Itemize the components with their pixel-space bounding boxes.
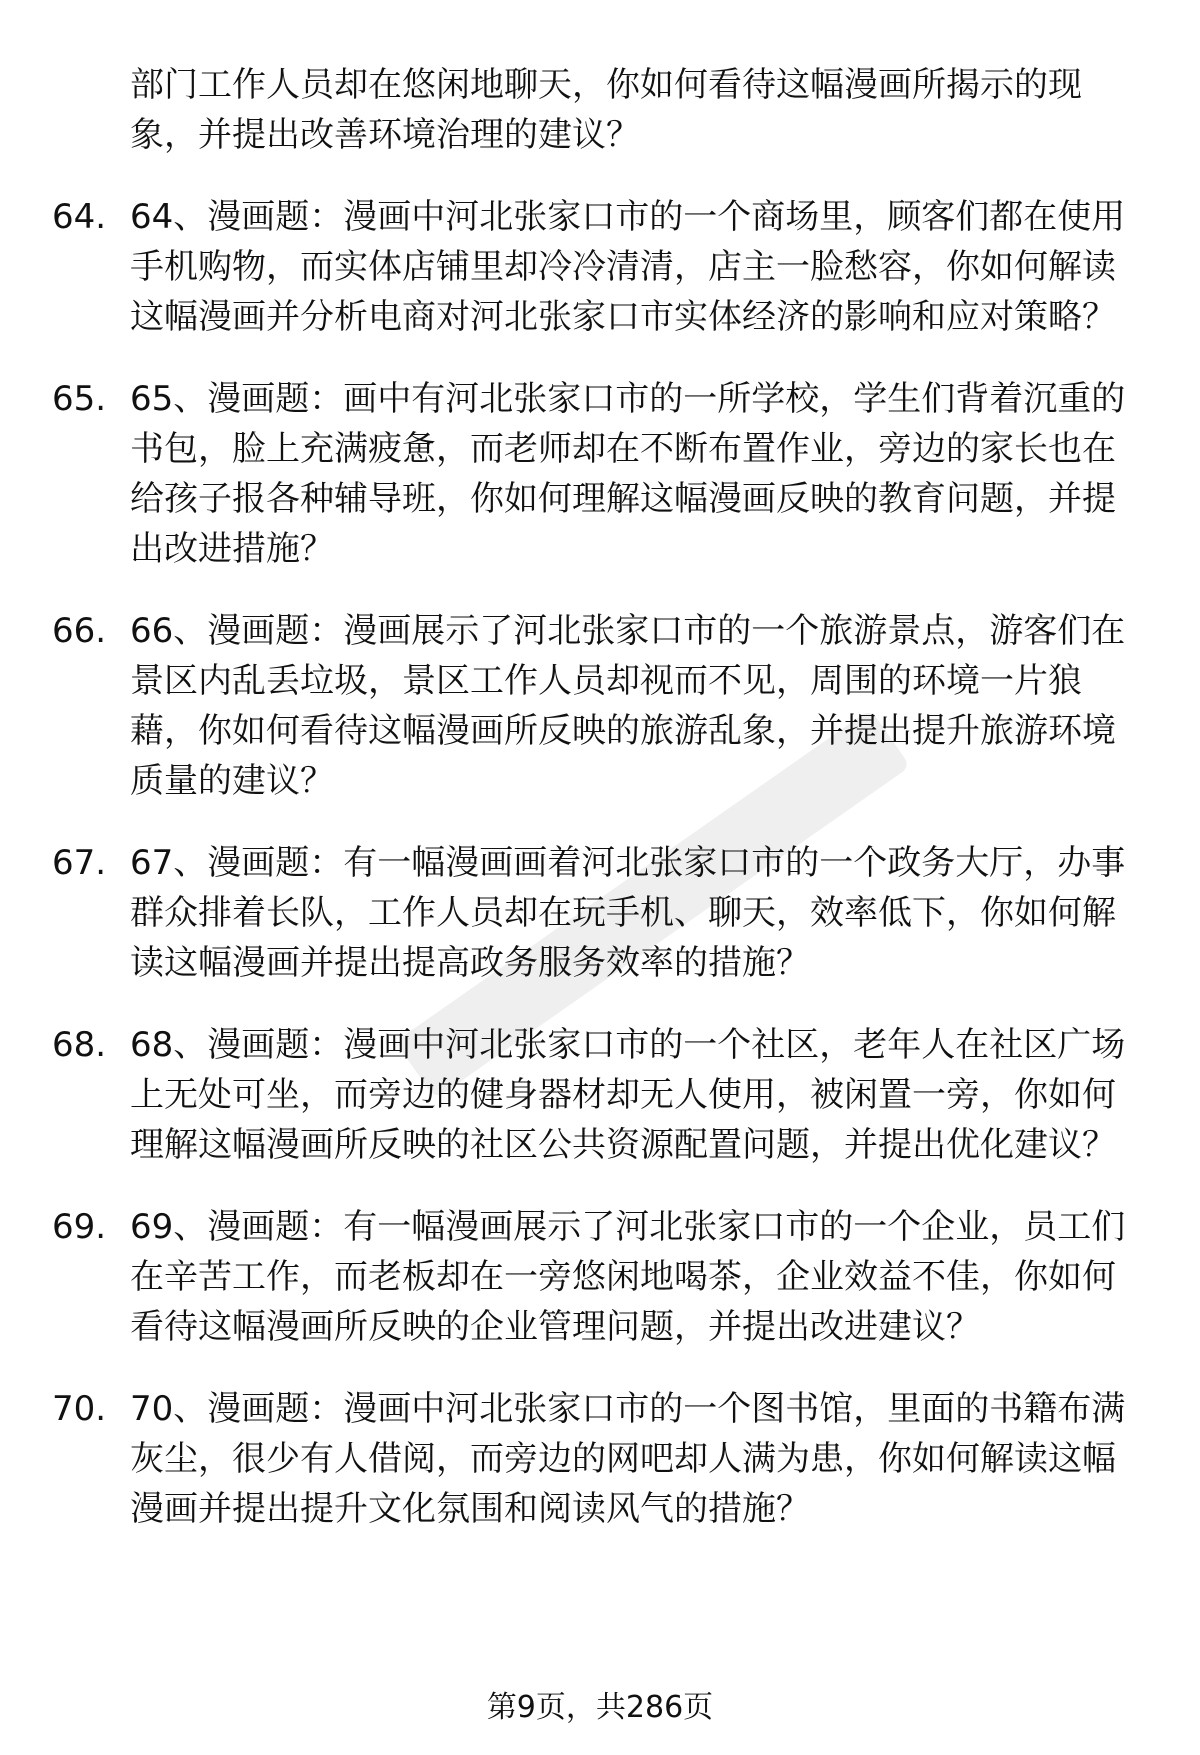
question-item: [0, 1020, 1140, 1170]
question-item: [0, 374, 1140, 574]
question-number: 69.: [52, 1207, 107, 1247]
question-item: [0, 838, 1140, 988]
question-text: 68、漫画题：漫画中河北张家口市的一个社区，老年人在社区广场上无处可坐，而旁边的健身器材却无人使用，被闲置一旁，你如何理解这幅漫画所反映的社区公共资源配置问题，并提出优化建议？: [130, 1025, 1126, 1165]
question-number: 70.: [52, 1389, 107, 1429]
question-number: 64.: [52, 197, 107, 237]
question-item: [0, 1202, 1140, 1352]
question-text: 64、漫画题：漫画中河北张家口市的一个商场里，顾客们都在使用手机购物，而实体店铺里却冷冷清清，店主一脸愁容，你如何解读这幅漫画并分析电商对河北张家口市实体经济的影响和应对策略？: [130, 197, 1126, 337]
question-item: [0, 1384, 1140, 1534]
question-number: 66.: [52, 611, 107, 651]
question-item: [0, 192, 1140, 342]
question-text: 69、漫画题：有一幅漫画展示了河北张家口市的一个企业，员工们在辛苦工作，而老板却在一旁悠闲地喝茶，企业效益不佳，你如何看待这幅漫画所反映的企业管理问题，并提出改进建议？: [130, 1207, 1126, 1347]
question-number: 65.: [52, 379, 107, 419]
page-number-footer: 第9页，共286页: [486, 1690, 714, 1725]
question-number: 68.: [52, 1025, 107, 1065]
question-text: 66、漫画题：漫画展示了河北张家口市的一个旅游景点，游客们在景区内乱丢垃圾，景区工作人员却视而不见，周围的环境一片狼藉，你如何看待这幅漫画所反映的旅游乱象，并提出提升旅游环境质量的建议？: [130, 611, 1126, 801]
question-text: 70、漫画题：漫画中河北张家口市的一个图书馆，里面的书籍布满灰尘，很少有人借阅，而旁边的网吧却人满为患，你如何解读这幅漫画并提出提升文化氛围和阅读风气的措施？: [130, 1389, 1126, 1529]
continuation-text: 部门工作人员却在悠闲地聊天，你如何看待这幅漫画所揭示的现象，并提出改善环境治理的建议？: [130, 65, 1082, 155]
question-item: [0, 606, 1140, 806]
question-text: 65、漫画题：画中有河北张家口市的一所学校，学生们背着沉重的书包，脸上充满疲惫，而老师却在不断布置作业，旁边的家长也在给孩子报各种辅导班，你如何理解这幅漫画反映的教育问题，并提出改进措施？: [130, 379, 1126, 569]
question-list: [0, 192, 1200, 1566]
question-text: 67、漫画题：有一幅漫画画着河北张家口市的一个政务大厅，办事群众排着长队，工作人员却在玩手机、聊天，效率低下，你如何解读这幅漫画并提出提高政务服务效率的措施？: [130, 843, 1126, 983]
question-number: 67.: [52, 843, 107, 883]
